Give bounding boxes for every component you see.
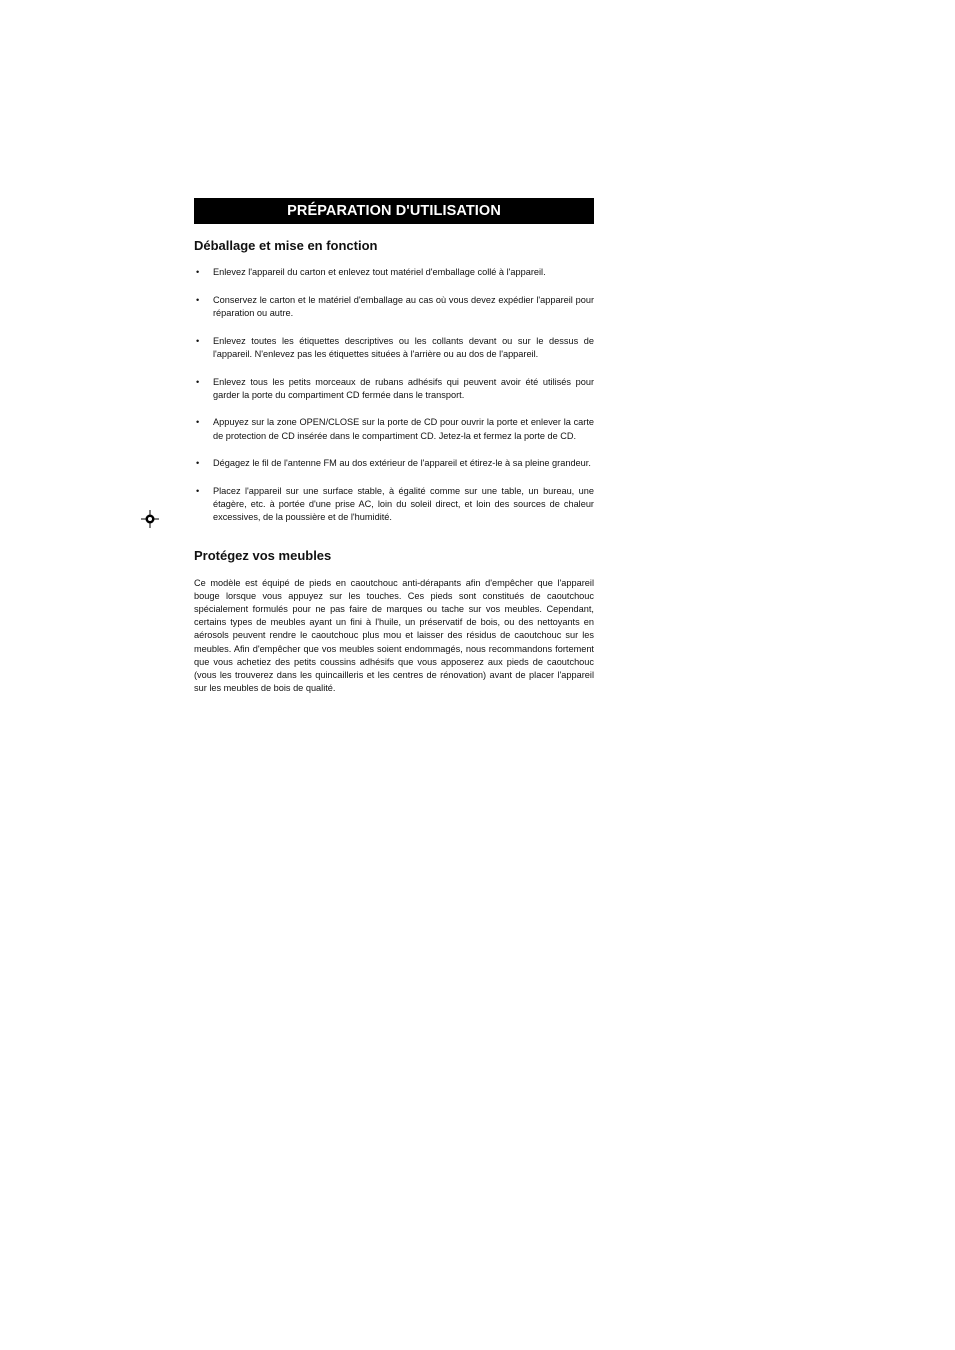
bullet-icon: • [196,376,200,387]
list-item-text: Dégagez le fil de l'antenne FM au dos extérieur de l'appareil et étirez-le à sa pleine grandeur. [213,458,591,469]
furniture-heading: Protégez vos meubles [194,547,332,563]
list-item [194,294,594,320]
list-item [194,485,594,525]
registration-mark-icon [141,510,159,528]
list-item-text: Conservez le carton et le matériel d'emballage au cas où vous devez expédier l'appareil pour réparation ou autre. [213,294,594,318]
page-content [194,198,594,705]
unpacking-heading: Déballage et mise en fonction [194,238,378,253]
bullet-icon: • [196,486,200,497]
furniture-paragraph: Ce modèle est équipé de pieds en caoutchouc anti-dérapants afin d'empêcher que l'appareil bouge lorsque vous appuyez sur les touches. Ces pieds sont constitués de caoutchouc spécialement formulés pour ne pas faire de marques ou tache sur vos meubles. Cependant, certains types de meubles ayant un fini à l'huile, un préservatif de bois, ou des nettoyants en aérosols peuvent rendre le caoutchouc plus mou et laisser des résidus de caoutchouc sur les meubles. Afin d'empêcher que vos meubles soient endommagés, nous recommandons fortement que vous achetiez des petits coussins adhésifs que vous apposerez aux pieds de caoutchouc (vous les trouverez dans les quincailleris et les centres de rénovation) avant de placer l'appareil sur les meubles de bois de qualité. [194,577,594,694]
list-item [194,457,594,470]
list-item [194,266,594,279]
list-item-text: Enlevez l'appareil du carton et enlevez tout matériel d'emballage collé à l'appareil. [213,267,546,277]
list-item-text: Appuyez sur la zone OPEN/CLOSE sur la porte de CD pour ouvrir la porte et enlever la carte de protection de CD insérée dans le compartiment CD. Jetez-la et fermez la porte de CD. [213,417,594,441]
bullet-icon: • [196,417,200,428]
list-item [194,335,594,361]
bullet-icon: • [196,294,200,305]
bullet-icon: • [196,267,200,277]
bullet-icon: • [196,335,200,346]
unpacking-list [194,266,594,525]
list-item [194,416,594,442]
list-item-text: Enlevez tous les petits morceaux de rubans adhésifs qui peuvent avoir été utilisés pour garder la porte du compartiment CD fermée dans le transport. [213,376,594,400]
bullet-icon: • [196,458,200,469]
section-title-bar: PRÉPARATION D'UTILISATION [194,198,594,224]
list-item-text: Enlevez toutes les étiquettes descriptives ou les collants devant ou sur le dessus de l'appareil. N'enlevez pas les étiquettes situées à l'arrière ou au dos de l'appareil. [213,335,594,359]
list-item [194,376,594,402]
list-item-text: Placez l'appareil sur une surface stable, à égalité comme sur une table, un bureau, une étagère, etc. à portée d'une prise AC, loin du soleil direct, et loin des sources de chaleur excessives, de la poussière et de l'humidité. [213,486,594,523]
